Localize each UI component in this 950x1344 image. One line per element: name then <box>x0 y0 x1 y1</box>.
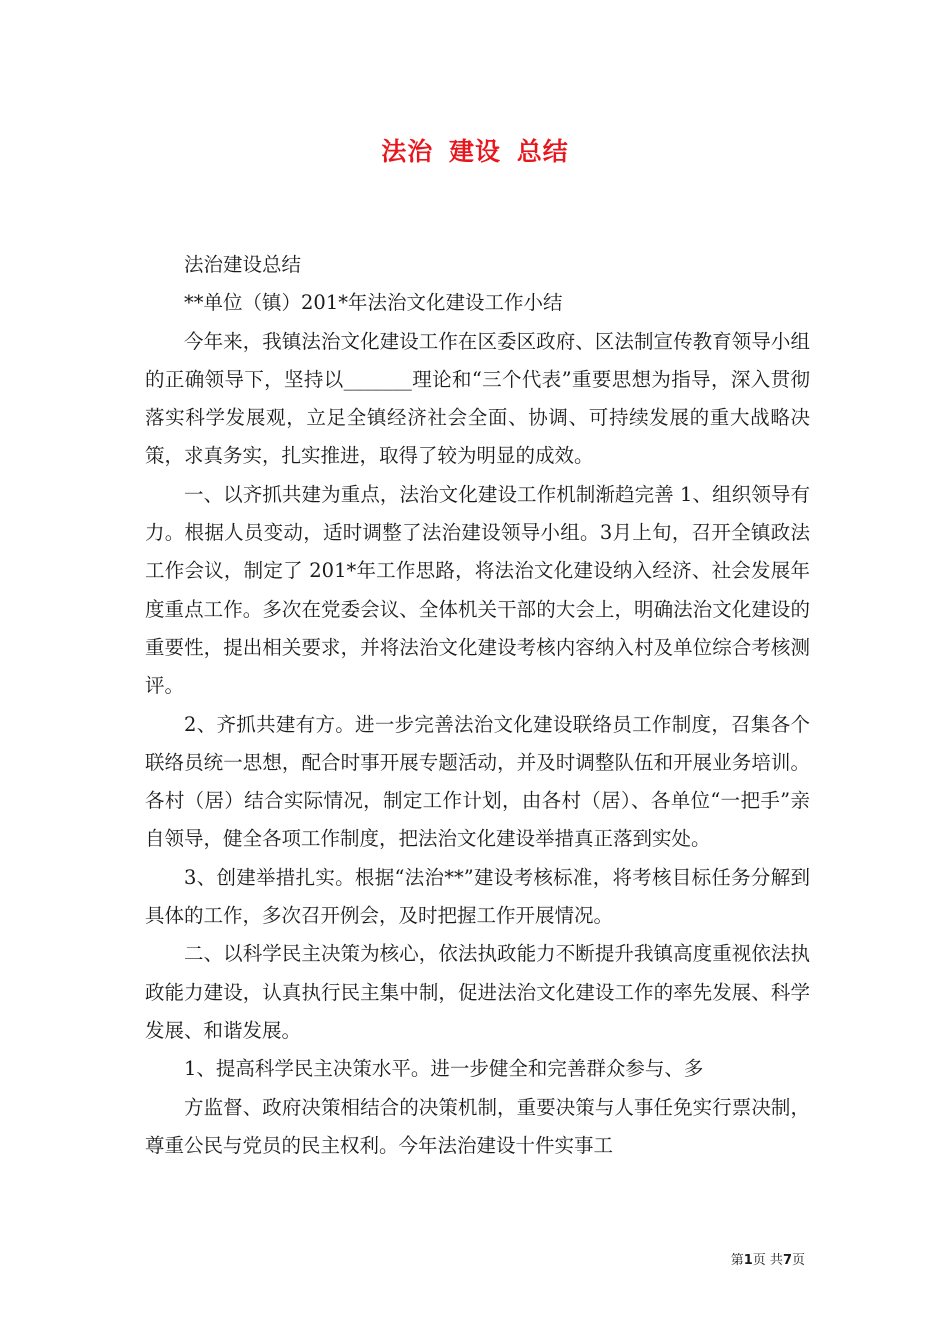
paragraph-intro: 今年来，我镇法治文化建设工作在区委区政府、区法制宣传教育领导小组的正确领导下，坚持以_______理论和“三个代表”重要思想为指导，深入贯彻落实科学发展观，立足全镇经济社会全面、协调、可持续发展的重大战略决策，求真务实，扎实推进，取得了较为明显的成效。 <box>145 329 810 468</box>
footer-total-pages: 7 <box>782 1253 792 1268</box>
document-title: 法治 建设 总结 <box>381 137 569 166</box>
paragraph-continuation: 方监督、政府决策相结合的决策机制，重要决策与人事任免实行票决制，尊重公民与党员的民主权利。今年法治建设十件实事工 <box>145 1095 810 1157</box>
footer-prefix: 第 <box>730 1253 744 1268</box>
paragraph-item-2: 2、齐抓共建有方。进一步完善法治文化建设联络员工作制度，召集各个联络员统一思想，配合时事开展专题活动，并及时调整队伍和开展业务培训。各村（居）结合实际情况，制定工作计划，由各村（居）、各单位“一把手”亲自领导，健全各项工作制度，把法治文化建设举措真正落到实处。 <box>145 712 810 851</box>
footer-page-number: 1 <box>743 1253 753 1268</box>
paragraph-item-1: 1、提高科学民主决策水平。进一步健全和完善群众参与、多 <box>184 1057 704 1081</box>
document-body <box>145 246 810 1165</box>
footer-suffix: 页 <box>791 1253 805 1268</box>
page-footer <box>731 1249 805 1268</box>
paragraph-section-2: 二、以科学民主决策为核心，依法执政能力不断提升我镇高度重视依法执政能力建设，认真执行民主集中制，促进法治文化建设工作的率先发展、科学发展、和谐发展。 <box>145 942 810 1042</box>
paragraph-item-3: 3、创建举措扎实。根据“法治**”建设考核标准，将考核目标任务分解到具体的工作，多次召开例会，及时把握工作开展情况。 <box>145 865 810 928</box>
footer-middle: 页 共 <box>752 1253 783 1268</box>
paragraph-section-1: 一、以齐抓共建为重点，法治文化建设工作机制渐趋完善 1、组织领导有力。根据人员变动，适时调整了法治建设领导小组。3月上旬，召开全镇政法工作会议，制定了 201*年工作思路，将法治文化建设纳入经济、社会发展年度重点工作。多次在党委会议、全体机关干部的大会上，明确法治文化建设的重要性，提出相关要求，并将法治文化建设考核内容纳入村及单位综合考核测评。 <box>145 482 810 698</box>
paragraph-subtitle: **单位（镇）201*年法治文化建设工作小结 <box>184 291 563 315</box>
paragraph-heading: 法治建设总结 <box>184 253 302 276</box>
